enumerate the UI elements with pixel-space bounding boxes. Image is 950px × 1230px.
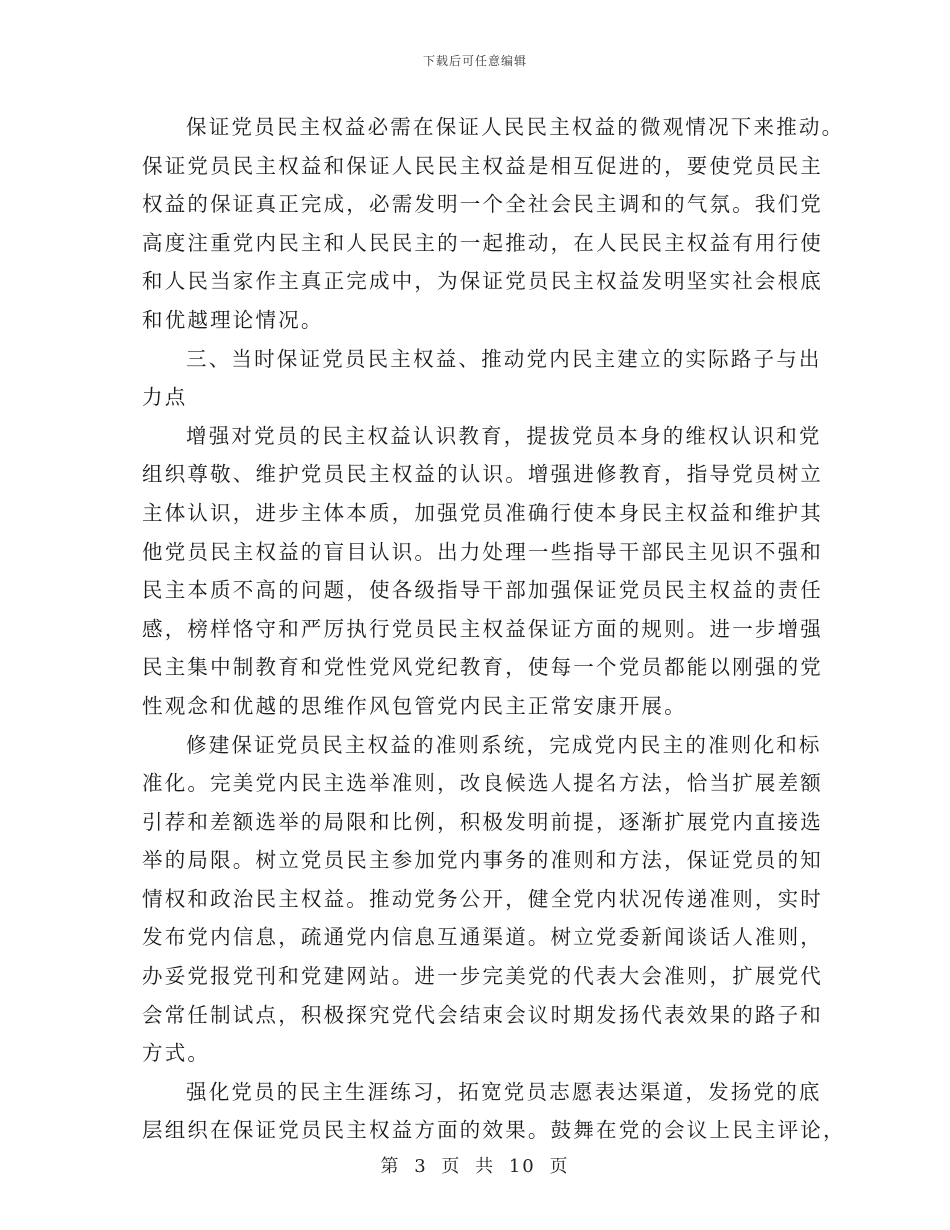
text-line: 力点	[142, 385, 188, 410]
text-line: 情权和政治民主权益。推动党务公开，健全党内状况传递准则，实时	[142, 886, 823, 911]
text-line: 层组织在保证党员民主权益方面的效果。鼓舞在党的会议上民主评论，	[142, 1118, 846, 1143]
text-line: 方式。	[142, 1041, 211, 1066]
text-line: 组织尊敬、维护党员民主权益的认识。增强进修教育，指导党员树立	[142, 462, 823, 487]
text-line: 修建保证党员民主权益的准则系统，完成党内民主的准则化和标	[186, 732, 822, 757]
text-line: 保证党员民主权益必需在保证人民民主权益的微观情况下来推动。	[186, 115, 845, 139]
text-line: 保证党员民主权益和保证人民民主权益是相互促进的，要使党员民主	[142, 153, 823, 178]
text-line: 主体认识，进步主体本质，加强党员准确行使本身民主权益和维护其	[142, 500, 823, 525]
document-body	[142, 108, 846, 1150]
text-line: 高度注重党内民主和人民民主的一起推动，在人民民主权益有用行使	[142, 230, 823, 255]
text-line: 强化党员的民主生涯练习，拓宽党员志愿表达渠道，发扬党的底	[186, 1079, 822, 1104]
text-line: 增强对党员的民主权益认识教育，提拔党员本身的维权认识和党	[186, 423, 822, 448]
text-line: 性观念和优越的思维作风包管党内民主正常安康开展。	[142, 693, 687, 718]
text-line: 感，榜样恪守和严厉执行党员民主权益保证方面的规则。进一步增强	[142, 616, 823, 641]
text-line: 民主集中制教育和党性党风党纪教育，使每一个党员都能以刚强的党	[142, 655, 823, 680]
page-header: 下载后可任意编辑	[422, 54, 527, 68]
text-line: 会常任制试点，积极探究党代会结束会议时期发扬代表效果的路子和	[142, 1002, 823, 1027]
text-line: 权益的保证真正完成，必需发明一个全社会民主调和的气氛。我们党	[142, 192, 823, 217]
page-number: 第 3 页 共 10 页	[380, 1156, 570, 1177]
text-line: 准化。完美党内民主选举准则，改良候选人提名方法，恰当扩展差额	[142, 771, 823, 796]
text-line: 民主本质不高的问题，使各级指导干部加强保证党员民主权益的责任	[142, 578, 823, 603]
text-line: 办妥党报党刊和党建网站。进一步完美党的代表大会准则，扩展党代	[142, 964, 823, 989]
text-line: 发布党内信息，疏通党内信息互通渠道。树立党委新闻谈话人准则，	[142, 925, 823, 950]
text-line: 他党员民主权益的盲目认识。出力处理一些指导干部民主见识不强和	[142, 539, 823, 564]
text-line: 举的局限。树立党员民主参加党内事务的准则和方法，保证党员的知	[142, 848, 823, 873]
text-line: 引荐和差额选举的局限和比例，积极发明前提，逐渐扩展党内直接选	[142, 809, 823, 834]
text-line: 三、当时保证党员民主权益、推动党内民主建立的实际路子与出	[186, 346, 822, 371]
text-line: 和优越理论情况。	[142, 307, 324, 332]
text-line: 和人民当家作主真正完成中，为保证党员民主权益发明坚实社会根底	[142, 269, 823, 294]
